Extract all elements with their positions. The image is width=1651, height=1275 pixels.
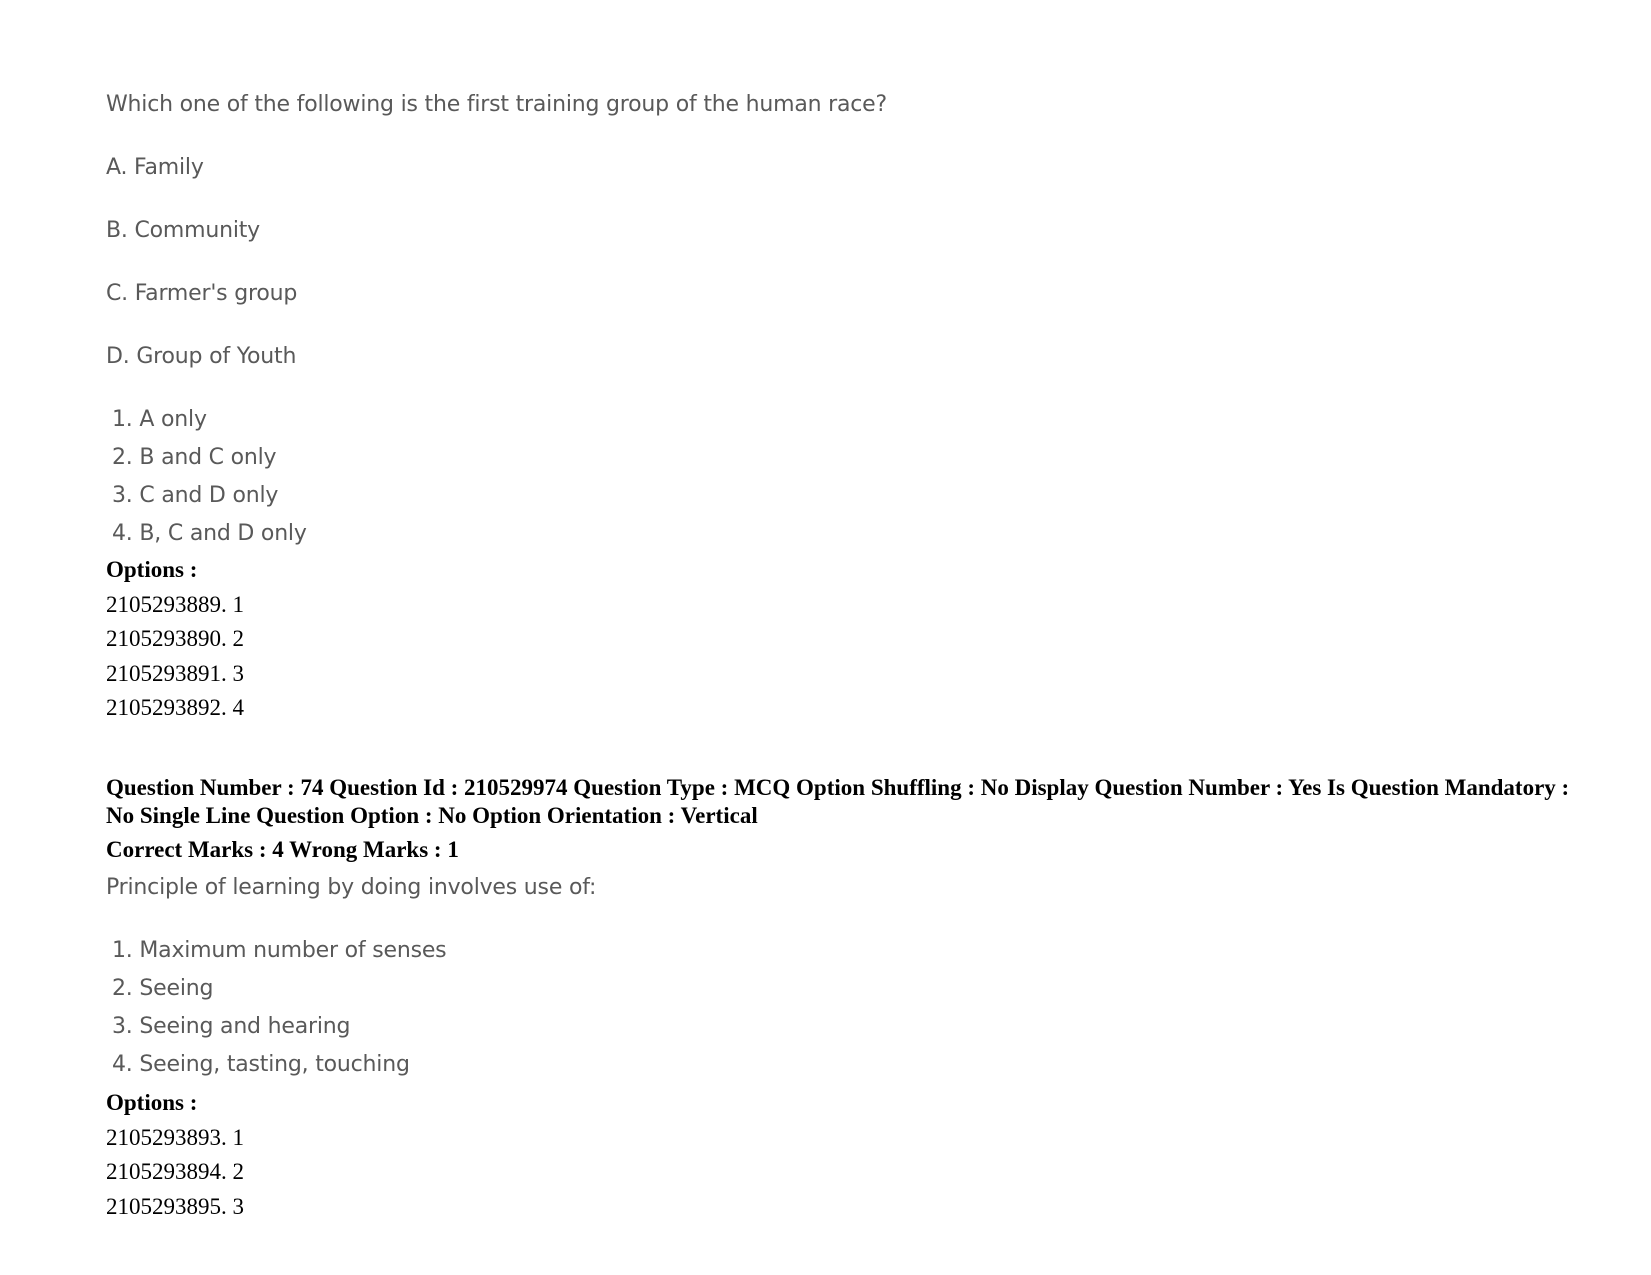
choice-1: 1. Maximum number of senses	[112, 938, 447, 963]
question-metadata: Question Number : 74 Question Id : 210529974 Question Type : MCQ Option Shuffling : No Display Question Number : Yes Is Question Mandatory : No Single Line Question Option : No Option Orientation : Vertical	[106, 775, 1570, 828]
choice-3: 3. Seeing and hearing	[112, 1014, 351, 1039]
marks-info: Correct Marks : 4 Wrong Marks : 1	[106, 837, 459, 862]
statement-b: B. Community	[106, 218, 261, 243]
choice-4: 4. Seeing, tasting, touching	[112, 1052, 410, 1077]
question-stem: Principle of learning by doing involves use of:	[106, 875, 597, 900]
option-id-4: 2105293892. 4	[106, 695, 244, 720]
option-id-1: 2105293893. 1	[106, 1125, 244, 1150]
choice-2: 2. Seeing	[112, 976, 214, 1001]
statement-a: A. Family	[106, 155, 204, 180]
choice-1: 1. A only	[112, 407, 207, 432]
statement-c: C. Farmer's group	[106, 281, 298, 306]
option-id-3: 2105293895. 3	[106, 1194, 244, 1219]
choice-2: 2. B and C only	[112, 445, 277, 470]
choice-3: 3. C and D only	[112, 483, 279, 508]
options-label: Options :	[106, 557, 198, 582]
option-id-3: 2105293891. 3	[106, 661, 244, 686]
option-id-1: 2105293889. 1	[106, 592, 244, 617]
statement-d: D. Group of Youth	[106, 344, 297, 369]
question-stem: Which one of the following is the first training group of the human race?	[106, 92, 887, 117]
choice-4: 4. B, C and D only	[112, 521, 307, 546]
options-label: Options :	[106, 1090, 198, 1115]
option-id-2: 2105293894. 2	[106, 1159, 244, 1184]
option-id-2: 2105293890. 2	[106, 626, 244, 651]
